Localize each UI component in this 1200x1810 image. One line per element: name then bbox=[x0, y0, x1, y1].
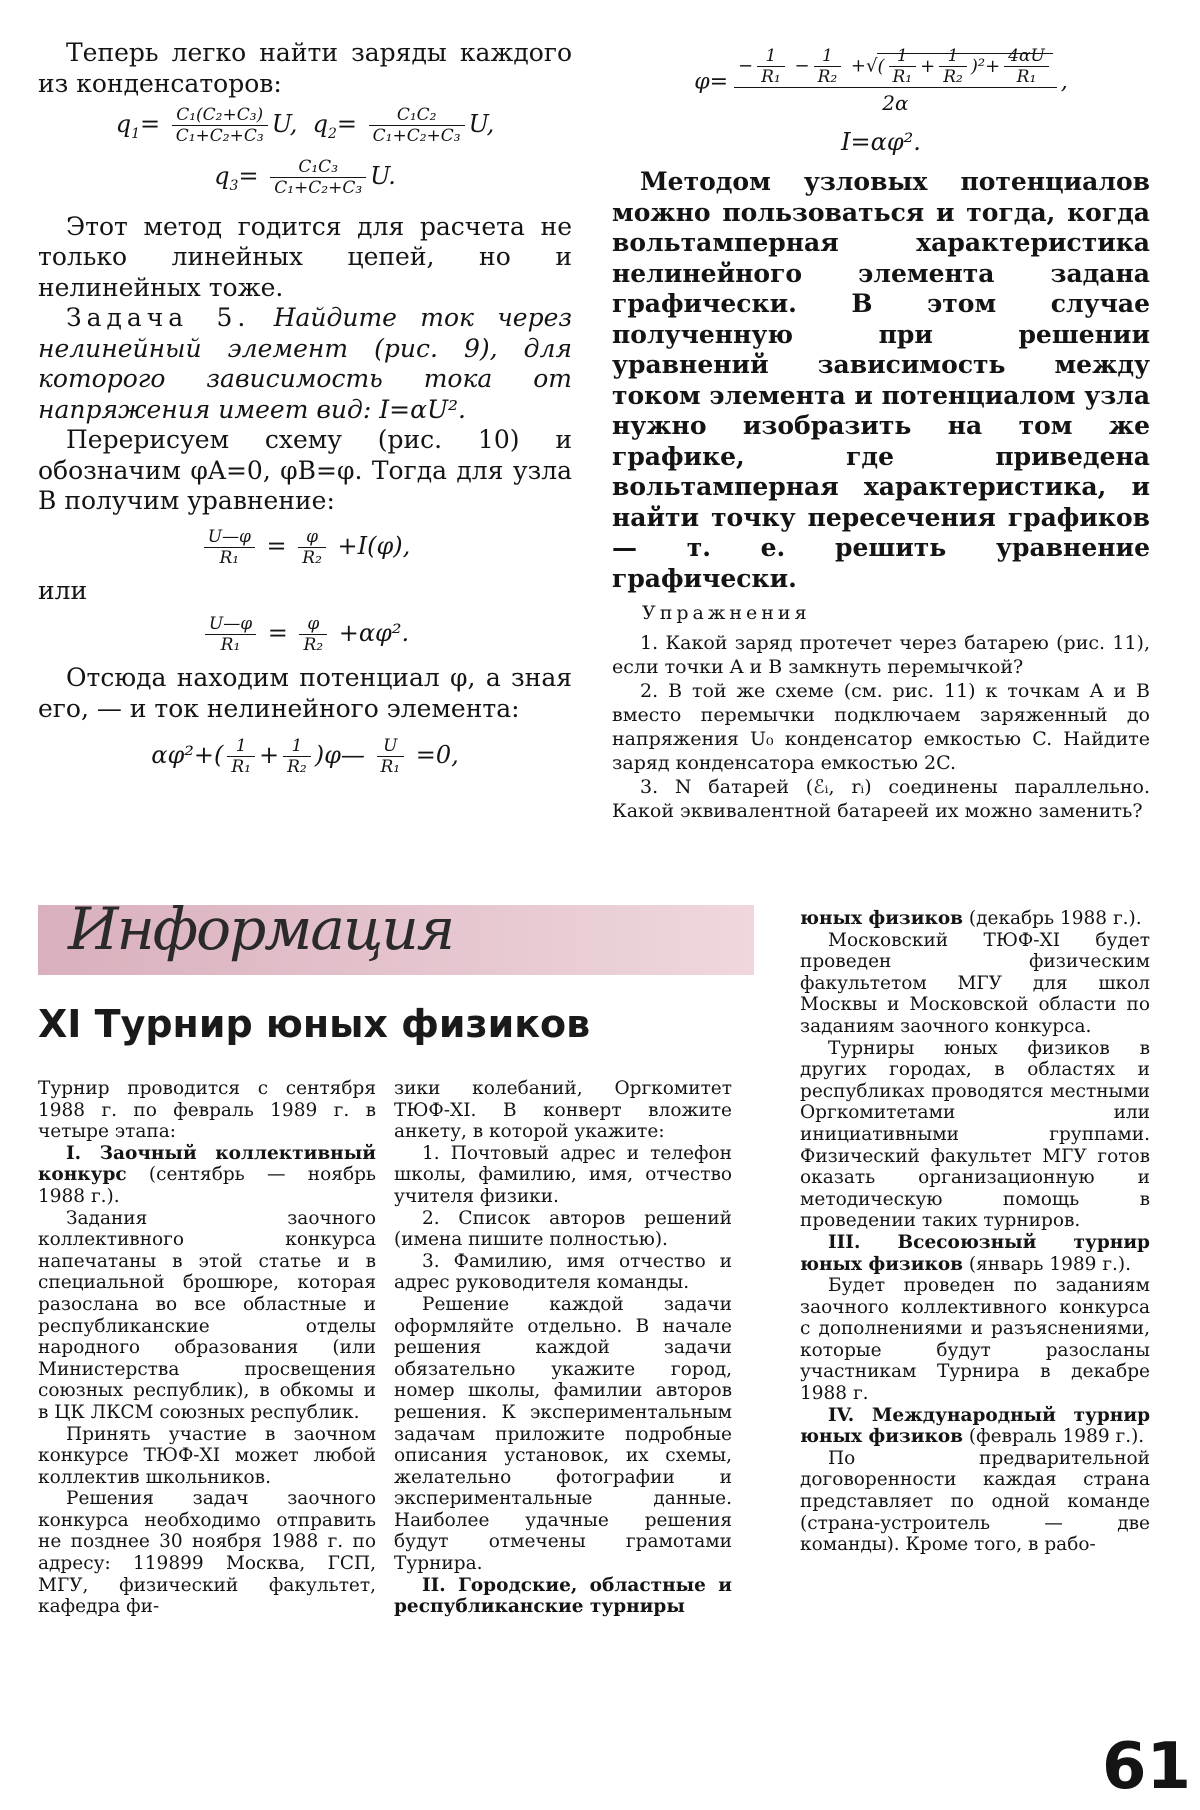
paragraph: Решение каждой задачи оформляйте отдельно. В начале решения каждой задачи обязательно укажите город, номер школы, фамилии авторов решения. К экспериментальным задачам приложите подробные описания установок, их схемы, желательно фотографии и экспериментальные данные. Наиболее удачные решения будут отмечены грамотами Турнира. bbox=[394, 1293, 732, 1575]
node-equation: $\frac{U—\varphi}{\text{R₁}}$ = $\frac{\varphi}{\text{R₂}}$ +I(φ), bbox=[38, 527, 572, 568]
paragraph: Московский ТЮФ-XI будет проведен физическим факультетом МГУ для школ Москвы и Московской области по заданиям заочного конкурса. bbox=[800, 929, 1150, 1037]
paragraph: Отсюда находим потенциал φ, а зная его, — и ток нелинейного элемента: bbox=[38, 663, 572, 723]
list-item: 1. Почтовый адрес и телефон школы, фамилию, имя, отчество учителя физики. bbox=[394, 1142, 732, 1207]
stage-title: III. Всесоюзный турнир юных физиков bbox=[800, 1231, 1150, 1275]
exercise-item: 2. В той же схеме (см. рис. 11) к точкам A и B вместо перемычки подключаем заряженный до напряжения U₀ конденсатор емкостью C. Найдите заряд конденсатора емкостью 2C. bbox=[612, 679, 1150, 774]
paragraph: Перерисуем схему (рис. 10) и обозначим φA=0, φB=φ. Тогда для узла B получим уравнение: bbox=[38, 425, 572, 516]
paragraph: зики колебаний, Оргкомитет ТЮФ-XI. В конверт вложите анкету, в которой укажите: bbox=[394, 1078, 732, 1143]
top-right-column bbox=[612, 38, 1150, 823]
stage-3 bbox=[800, 1232, 1150, 1275]
paragraph: Будет проведен по заданиям заочного коллективного конкурса с дополнениями и разъяснениями, которые будут разосланы участникам Турнира в декабре 1988 г. bbox=[800, 1275, 1150, 1405]
list-item: 3. Фамилию, имя отчество и адрес руководителя команды. bbox=[394, 1250, 732, 1294]
task-text: Найдите ток через нелинейный элемент (рис. 9), для которого зависимость тока от напряжения имеет вид: I=αU². bbox=[38, 303, 573, 424]
stage-dates: (декабрь 1988 г.). bbox=[963, 908, 1142, 929]
stage-4 bbox=[800, 1405, 1150, 1448]
stage-title: юных физиков bbox=[800, 908, 964, 929]
paragraph: Турниры юных физиков в других городах, в областях и республиках проводятся местными Оргкомитетами или инициативными группами. Физический факультет МГУ готов оказать организационную и методическую помощь в проведении таких турниров. bbox=[800, 1037, 1150, 1232]
bottom-column-3 bbox=[800, 908, 1150, 1556]
stage-1 bbox=[38, 1143, 376, 1208]
node-equation-2: $\frac{U—\varphi}{\text{R₁}}$ = $\frac{\varphi}{\text{R₂}}$ +αφ². bbox=[38, 614, 572, 655]
task-5 bbox=[38, 303, 572, 425]
charge-formulas: $q_1=$ $\frac{\text{C₁(C₂+C₃)}}{\text{C₁+C₂+C₃}}$ U, $q_2=$ $\frac{\text{C₁C₂}}{\text{C₁+C₂+C₃}}$ U, bbox=[115, 105, 495, 146]
paragraph: По предварительной договоренности каждая страна представляет по одной команде (страна-устроитель — две команды). Кроме того, в рабо- bbox=[800, 1447, 1150, 1556]
stage-title: IV. Международный турнир юных физиков bbox=[800, 1404, 1150, 1448]
paragraph: Решения задач заочного конкурса необходимо отправить не позднее 30 ноября 1988 г. по адресу: 119899 Москва, ГСП, МГУ, физический факультет, кафедра фи- bbox=[38, 1488, 376, 1618]
stage-dates: (январь 1989 г.). bbox=[963, 1253, 1131, 1275]
info-banner-text: Информация bbox=[68, 895, 454, 963]
bottom-column-1 bbox=[38, 1078, 376, 1618]
exercise-item: 1. Какой заряд протечет через батарею (рис. 11), если точки A и B замкнуть перемычкой? bbox=[612, 631, 1150, 678]
page-number: 61 bbox=[1102, 1730, 1192, 1804]
paragraph: Принять участие в заочном конкурсе ТЮФ-XI может любой коллектив школьников. bbox=[38, 1423, 376, 1488]
exercises-list bbox=[612, 631, 1150, 823]
or-word: или bbox=[38, 575, 88, 605]
stage-title: II. Городские, областные и республиканские турниры bbox=[394, 1574, 732, 1618]
phi-solution: φ= − $\frac{1}{\text{R₁}}$ − $\frac{1}{\text{R₂}}$ +√( $\frac{1}{\text{R₁}}$ + $\frac{1}{\text{R₂}}$ )²+ $\frac{4\alpha U}{\text{R₁}}$ 2α , bbox=[694, 46, 1068, 115]
section-title: XI Турнир юных физиков bbox=[38, 1002, 591, 1046]
bottom-column-2 bbox=[394, 1078, 732, 1618]
stage-2-cont bbox=[800, 908, 1150, 930]
current-formula: I=αφ². bbox=[841, 127, 921, 156]
paragraph: Теперь легко найти заряды каждого из конденсаторов: bbox=[38, 38, 572, 98]
exercises-heading: Упражнения bbox=[642, 602, 811, 624]
paragraph: Турнир проводится с сентября 1988 г. по февраль 1989 г. в четыре этапа: bbox=[38, 1078, 376, 1143]
list-item: 2. Список авторов решений (имена пишите полностью). bbox=[394, 1207, 732, 1251]
paragraph: Методом узловых потенциалов можно пользоваться и тогда, когда вольтамперная характеристика нелинейного элемента задана графически. В этом случае полученную при решении уравнений зависимость между током элемента и потенциалом узла нужно изобразить на том же графике, где приведена вольтамперная характеристика, и найти точку пересечения графиков — т. е. решить уравнение графически. bbox=[612, 167, 1151, 593]
quadratic-equation: αφ²+( $\frac{1}{\text{R₁}}$ + $\frac{1}{\text{R₂}}$ )φ— $\frac{U}{\text{R₁}}$ =0, bbox=[151, 736, 459, 778]
exercise-item: 3. N батарей (ℰᵢ, rᵢ) соединены параллельно. Какой эквивалентной батареей их можно заменить? bbox=[612, 775, 1150, 822]
stage-dates: (февраль 1989 г.). bbox=[963, 1426, 1145, 1448]
task-label: Задача 5. bbox=[66, 303, 251, 333]
paragraph: Этот метод годится для расчета не только линейных цепей, но и нелинейных тоже. bbox=[38, 211, 572, 302]
stage-title: I. Заочный коллективный конкурс bbox=[38, 1142, 376, 1186]
paragraph: Задания заочного коллективного конкурса напечатаны в этой статье и в специальной брошюре, которая разослана во все областные и республиканские отделы народного образования (или Министерства просвещения союзных республик), в обкомы и в ЦК ЛКСМ союзных республик. bbox=[38, 1207, 376, 1423]
charge-formula-q3: $q_3=$ $\frac{\text{C₁C₃}}{\text{C₁+C₂+C₃}}$ U. bbox=[214, 157, 396, 199]
stage-dates: (сентябрь — ноябрь 1988 г.). bbox=[38, 1164, 376, 1207]
top-left-column bbox=[38, 38, 572, 785]
